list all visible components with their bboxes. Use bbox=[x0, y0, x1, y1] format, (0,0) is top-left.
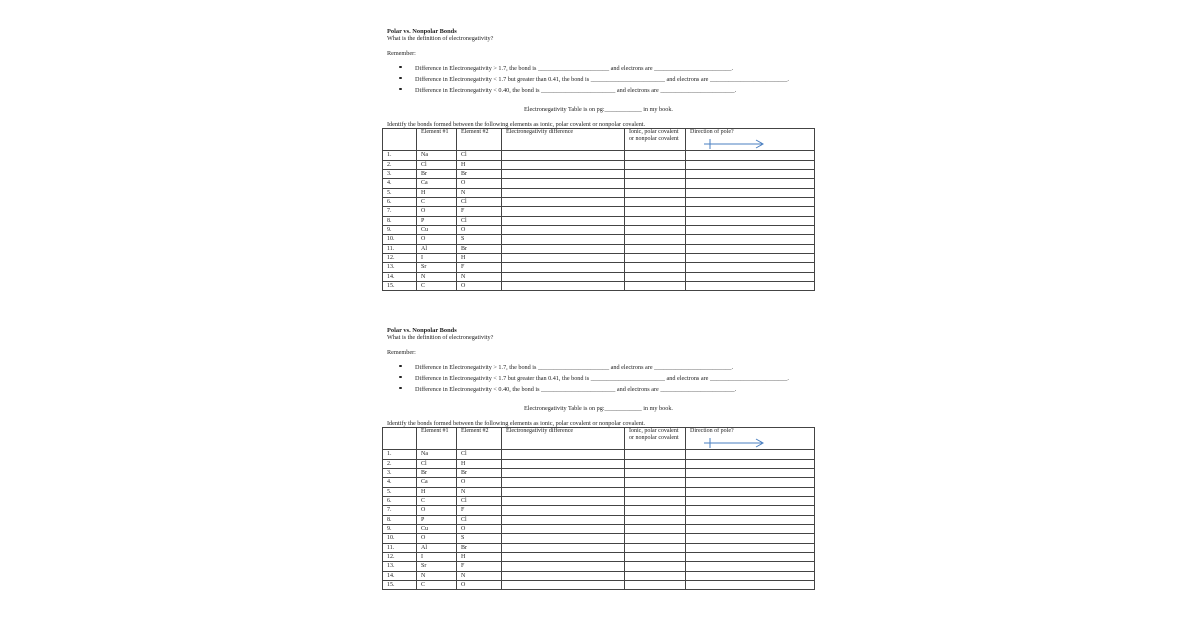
header-pole-direction bbox=[686, 129, 815, 151]
element-1-cell: Cu bbox=[417, 225, 457, 234]
pole-direction-cell[interactable] bbox=[686, 235, 815, 244]
en-difference-cell[interactable] bbox=[502, 552, 625, 561]
bond-type-cell[interactable] bbox=[625, 515, 686, 524]
bond-type-cell[interactable] bbox=[625, 263, 686, 272]
pole-direction-cell[interactable] bbox=[686, 197, 815, 206]
row-number: 6. bbox=[383, 197, 417, 206]
element-1-cell: N bbox=[417, 272, 457, 281]
table-row bbox=[383, 216, 815, 225]
table-row bbox=[383, 524, 815, 533]
element-1-cell: Al bbox=[417, 244, 457, 253]
row-number: 5. bbox=[383, 188, 417, 197]
row-number: 10. bbox=[383, 534, 417, 543]
table-row bbox=[383, 450, 815, 459]
definition-question: What is the definition of electronegativity? bbox=[387, 35, 494, 42]
element-1-cell: Al bbox=[417, 543, 457, 552]
element-2-cell: N bbox=[457, 571, 502, 580]
remember-label: Remember: bbox=[387, 349, 416, 356]
pole-direction-cell[interactable] bbox=[686, 244, 815, 253]
header-pole-direction bbox=[686, 428, 815, 450]
bond-type-cell[interactable] bbox=[625, 487, 686, 496]
row-number: 8. bbox=[383, 216, 417, 225]
element-2-cell: Cl bbox=[457, 197, 502, 206]
header-element-1: Element #1 bbox=[417, 129, 457, 151]
element-1-cell: O bbox=[417, 506, 457, 515]
table-row bbox=[383, 459, 815, 468]
row-number: 1. bbox=[383, 450, 417, 459]
bond-type-cell[interactable] bbox=[625, 235, 686, 244]
bullet-icon bbox=[399, 376, 402, 379]
row-number: 6. bbox=[383, 496, 417, 505]
table-row bbox=[383, 496, 815, 505]
bond-type-cell[interactable] bbox=[625, 571, 686, 580]
table-row bbox=[383, 272, 815, 281]
row-number: 9. bbox=[383, 225, 417, 234]
en-difference-cell[interactable] bbox=[502, 207, 625, 216]
row-number: 7. bbox=[383, 506, 417, 515]
element-2-cell: O bbox=[457, 524, 502, 533]
bond-type-cell[interactable] bbox=[625, 552, 686, 561]
en-difference-cell[interactable] bbox=[502, 179, 625, 188]
element-2-cell: O bbox=[457, 581, 502, 590]
row-number: 13. bbox=[383, 263, 417, 272]
table-row bbox=[383, 581, 815, 590]
en-difference-cell[interactable] bbox=[502, 253, 625, 262]
pole-direction-cell[interactable] bbox=[686, 515, 815, 524]
en-difference-cell[interactable] bbox=[502, 225, 625, 234]
row-number: 3. bbox=[383, 468, 417, 477]
pole-direction-cell[interactable] bbox=[686, 151, 815, 160]
en-difference-cell[interactable] bbox=[502, 571, 625, 580]
table-header-row bbox=[383, 428, 815, 450]
bond-type-cell[interactable] bbox=[625, 169, 686, 178]
element-1-cell: N bbox=[417, 571, 457, 580]
element-2-cell: Cl bbox=[457, 450, 502, 459]
element-1-cell: O bbox=[417, 235, 457, 244]
identify-instructions: Identify the bonds formed between the following elements as ionic, polar covalent or nonpolar covalent. bbox=[387, 121, 646, 128]
en-difference-cell[interactable] bbox=[502, 459, 625, 468]
bond-type-cell[interactable] bbox=[625, 524, 686, 533]
pole-direction-cell[interactable] bbox=[686, 225, 815, 234]
element-2-cell: O bbox=[457, 225, 502, 234]
pole-direction-cell[interactable] bbox=[686, 543, 815, 552]
element-1-cell: H bbox=[417, 188, 457, 197]
table-row bbox=[383, 160, 815, 169]
row-number: 11. bbox=[383, 244, 417, 253]
pole-direction-cell[interactable] bbox=[686, 496, 815, 505]
table-row bbox=[383, 478, 815, 487]
element-2-cell: Cl bbox=[457, 515, 502, 524]
pole-direction-cell[interactable] bbox=[686, 487, 815, 496]
element-2-cell: O bbox=[457, 478, 502, 487]
element-2-cell: Br bbox=[457, 169, 502, 178]
en-difference-cell[interactable] bbox=[502, 506, 625, 515]
header-bond-type: Ionic, polar covalent or nonpolar covalent bbox=[625, 428, 686, 450]
table-row bbox=[383, 487, 815, 496]
bullet-icon bbox=[399, 88, 402, 91]
row-number: 15. bbox=[383, 581, 417, 590]
en-difference-cell[interactable] bbox=[502, 496, 625, 505]
table-row bbox=[383, 515, 815, 524]
row-number: 5. bbox=[383, 487, 417, 496]
en-difference-cell[interactable] bbox=[502, 524, 625, 533]
pole-direction-cell[interactable] bbox=[686, 179, 815, 188]
pole-direction-cell[interactable] bbox=[686, 581, 815, 590]
table-row bbox=[383, 207, 815, 216]
bond-type-cell[interactable] bbox=[625, 188, 686, 197]
pole-direction-cell[interactable] bbox=[686, 169, 815, 178]
en-difference-cell[interactable] bbox=[502, 468, 625, 477]
table-row bbox=[383, 552, 815, 561]
header-element-2: Element #2 bbox=[457, 129, 502, 151]
rule-text: Difference in Electronegativity < 0.40, the bond is ________________________ and electrons are ________________________. bbox=[415, 386, 737, 393]
element-2-cell: Br bbox=[457, 244, 502, 253]
row-number: 13. bbox=[383, 562, 417, 571]
bond-type-cell[interactable] bbox=[625, 496, 686, 505]
worksheet-title: Polar vs. Nonpolar Bonds bbox=[387, 327, 457, 334]
element-1-cell: P bbox=[417, 515, 457, 524]
element-2-cell: Cl bbox=[457, 151, 502, 160]
rule-text: Difference in Electronegativity < 0.40, the bond is ________________________ and electrons are ________________________. bbox=[415, 87, 737, 94]
pole-direction-cell[interactable] bbox=[686, 562, 815, 571]
element-1-cell: C bbox=[417, 581, 457, 590]
en-difference-cell[interactable] bbox=[502, 534, 625, 543]
header-number bbox=[383, 129, 417, 151]
en-difference-cell[interactable] bbox=[502, 543, 625, 552]
en-difference-cell[interactable] bbox=[502, 515, 625, 524]
en-difference-cell[interactable] bbox=[502, 235, 625, 244]
row-number: 12. bbox=[383, 253, 417, 262]
element-2-cell: Cl bbox=[457, 496, 502, 505]
en-difference-cell[interactable] bbox=[502, 581, 625, 590]
en-difference-cell[interactable] bbox=[502, 562, 625, 571]
element-1-cell: Br bbox=[417, 169, 457, 178]
table-reference: Electronegativity Table is on pg:____________ in my book. bbox=[524, 106, 673, 113]
pole-direction-cell[interactable] bbox=[686, 459, 815, 468]
header-en-difference: Electronegativity difference bbox=[502, 428, 625, 450]
element-1-cell: Ca bbox=[417, 179, 457, 188]
element-2-cell: H bbox=[457, 160, 502, 169]
bond-type-cell[interactable] bbox=[625, 225, 686, 234]
rule-text: Difference in Electronegativity < 1.7 but greater than 0.41, the bond is ________________________ and electrons are _________________________. bbox=[415, 76, 789, 83]
element-1-cell: Na bbox=[417, 450, 457, 459]
pole-direction-cell[interactable] bbox=[686, 216, 815, 225]
table-reference: Electronegativity Table is on pg:____________ in my book. bbox=[524, 405, 673, 412]
pole-direction-cell[interactable] bbox=[686, 506, 815, 515]
bond-type-cell[interactable] bbox=[625, 282, 686, 291]
element-1-cell: Br bbox=[417, 468, 457, 477]
element-1-cell: O bbox=[417, 207, 457, 216]
bond-type-cell[interactable] bbox=[625, 160, 686, 169]
row-number: 3. bbox=[383, 169, 417, 178]
bond-type-cell[interactable] bbox=[625, 244, 686, 253]
table-row bbox=[383, 169, 815, 178]
element-1-cell: Cl bbox=[417, 160, 457, 169]
remember-label: Remember: bbox=[387, 50, 416, 57]
pole-direction-cell[interactable] bbox=[686, 272, 815, 281]
bonds-table bbox=[382, 128, 815, 291]
element-2-cell: O bbox=[457, 179, 502, 188]
element-1-cell: Ca bbox=[417, 478, 457, 487]
bond-type-cell[interactable] bbox=[625, 562, 686, 571]
en-difference-cell[interactable] bbox=[502, 197, 625, 206]
table-row bbox=[383, 282, 815, 291]
bond-type-cell[interactable] bbox=[625, 151, 686, 160]
pole-direction-label: Direction of pole? bbox=[690, 129, 734, 135]
pole-direction-cell[interactable] bbox=[686, 207, 815, 216]
row-number: 2. bbox=[383, 459, 417, 468]
element-2-cell: N bbox=[457, 272, 502, 281]
row-number: 7. bbox=[383, 207, 417, 216]
element-1-cell: I bbox=[417, 253, 457, 262]
row-number: 12. bbox=[383, 552, 417, 561]
header-element-2: Element #2 bbox=[457, 428, 502, 450]
bond-type-cell[interactable] bbox=[625, 216, 686, 225]
element-2-cell: F bbox=[457, 207, 502, 216]
rule-text: Difference in Electronegativity < 1.7 but greater than 0.41, the bond is ________________________ and electrons are _________________________. bbox=[415, 375, 789, 382]
table-row bbox=[383, 543, 815, 552]
element-2-cell: F bbox=[457, 562, 502, 571]
table-header-row bbox=[383, 129, 815, 151]
element-2-cell: Br bbox=[457, 543, 502, 552]
en-difference-cell[interactable] bbox=[502, 263, 625, 272]
en-difference-cell[interactable] bbox=[502, 244, 625, 253]
bond-type-cell[interactable] bbox=[625, 450, 686, 459]
table-row bbox=[383, 179, 815, 188]
header-element-1: Element #1 bbox=[417, 428, 457, 450]
header-number bbox=[383, 428, 417, 450]
table-row bbox=[383, 263, 815, 272]
row-number: 11. bbox=[383, 543, 417, 552]
en-difference-cell[interactable] bbox=[502, 478, 625, 487]
bond-type-cell[interactable] bbox=[625, 534, 686, 543]
rule-text: Difference in Electronegativity > 1.7, the bond is _______________________ and electrons are _________________________. bbox=[415, 364, 734, 371]
bullet-icon bbox=[399, 365, 402, 368]
table-row bbox=[383, 506, 815, 515]
bond-type-cell[interactable] bbox=[625, 506, 686, 515]
element-1-cell: Sr bbox=[417, 263, 457, 272]
row-number: 15. bbox=[383, 282, 417, 291]
element-1-cell: Sr bbox=[417, 562, 457, 571]
row-number: 8. bbox=[383, 515, 417, 524]
element-1-cell: Cl bbox=[417, 459, 457, 468]
element-2-cell: S bbox=[457, 235, 502, 244]
table-row bbox=[383, 188, 815, 197]
element-2-cell: H bbox=[457, 552, 502, 561]
element-1-cell: I bbox=[417, 552, 457, 561]
en-difference-cell[interactable] bbox=[502, 216, 625, 225]
pole-direction-cell[interactable] bbox=[686, 468, 815, 477]
bond-type-cell[interactable] bbox=[625, 543, 686, 552]
identify-instructions: Identify the bonds formed between the following elements as ionic, polar covalent or nonpolar covalent. bbox=[387, 420, 646, 427]
bond-type-cell[interactable] bbox=[625, 459, 686, 468]
bond-type-cell[interactable] bbox=[625, 207, 686, 216]
bond-type-cell[interactable] bbox=[625, 468, 686, 477]
element-1-cell: O bbox=[417, 534, 457, 543]
pole-direction-cell[interactable] bbox=[686, 524, 815, 533]
table-row bbox=[383, 468, 815, 477]
pole-direction-cell[interactable] bbox=[686, 253, 815, 262]
pole-direction-cell[interactable] bbox=[686, 188, 815, 197]
element-1-cell: Cu bbox=[417, 524, 457, 533]
pole-direction-cell[interactable] bbox=[686, 160, 815, 169]
element-2-cell: N bbox=[457, 487, 502, 496]
en-difference-cell[interactable] bbox=[502, 160, 625, 169]
row-number: 4. bbox=[383, 179, 417, 188]
element-2-cell: O bbox=[457, 282, 502, 291]
pole-direction-cell[interactable] bbox=[686, 263, 815, 272]
bond-type-cell[interactable] bbox=[625, 272, 686, 281]
element-1-cell: C bbox=[417, 282, 457, 291]
pole-direction-cell[interactable] bbox=[686, 552, 815, 561]
element-1-cell: C bbox=[417, 197, 457, 206]
rule-text: Difference in Electronegativity > 1.7, the bond is _______________________ and electrons are _________________________. bbox=[415, 65, 734, 72]
element-2-cell: S bbox=[457, 534, 502, 543]
header-bond-type: Ionic, polar covalent or nonpolar covalent bbox=[625, 129, 686, 151]
en-difference-cell[interactable] bbox=[502, 272, 625, 281]
element-1-cell: Na bbox=[417, 151, 457, 160]
pole-direction-cell[interactable] bbox=[686, 282, 815, 291]
en-difference-cell[interactable] bbox=[502, 188, 625, 197]
table-row bbox=[383, 244, 815, 253]
definition-question: What is the definition of electronegativity? bbox=[387, 334, 494, 341]
pole-direction-cell[interactable] bbox=[686, 450, 815, 459]
en-difference-cell[interactable] bbox=[502, 282, 625, 291]
bullet-icon bbox=[399, 66, 402, 69]
row-number: 4. bbox=[383, 478, 417, 487]
element-2-cell: F bbox=[457, 506, 502, 515]
element-2-cell: N bbox=[457, 188, 502, 197]
table-row bbox=[383, 197, 815, 206]
en-difference-cell[interactable] bbox=[502, 450, 625, 459]
worksheet-title: Polar vs. Nonpolar Bonds bbox=[387, 28, 457, 35]
bond-type-cell[interactable] bbox=[625, 253, 686, 262]
table-row bbox=[383, 562, 815, 571]
bonds-table bbox=[382, 427, 815, 590]
element-1-cell: P bbox=[417, 216, 457, 225]
table-row bbox=[383, 534, 815, 543]
bullet-icon bbox=[399, 387, 402, 390]
element-2-cell: Br bbox=[457, 468, 502, 477]
dipole-arrow-icon bbox=[702, 437, 766, 449]
bond-type-cell[interactable] bbox=[625, 478, 686, 487]
element-2-cell: F bbox=[457, 263, 502, 272]
pole-direction-cell[interactable] bbox=[686, 534, 815, 543]
bond-type-cell[interactable] bbox=[625, 197, 686, 206]
pole-direction-cell[interactable] bbox=[686, 571, 815, 580]
row-number: 14. bbox=[383, 571, 417, 580]
table-row bbox=[383, 571, 815, 580]
en-difference-cell[interactable] bbox=[502, 487, 625, 496]
header-en-difference: Electronegativity difference bbox=[502, 129, 625, 151]
element-1-cell: H bbox=[417, 487, 457, 496]
en-difference-cell[interactable] bbox=[502, 151, 625, 160]
table-row bbox=[383, 235, 815, 244]
bullet-icon bbox=[399, 77, 402, 80]
row-number: 9. bbox=[383, 524, 417, 533]
row-number: 2. bbox=[383, 160, 417, 169]
row-number: 14. bbox=[383, 272, 417, 281]
table-row bbox=[383, 225, 815, 234]
row-number: 1. bbox=[383, 151, 417, 160]
bond-type-cell[interactable] bbox=[625, 581, 686, 590]
element-1-cell: C bbox=[417, 496, 457, 505]
bond-type-cell[interactable] bbox=[625, 179, 686, 188]
row-number: 10. bbox=[383, 235, 417, 244]
pole-direction-cell[interactable] bbox=[686, 478, 815, 487]
table-row bbox=[383, 253, 815, 262]
pole-direction-label: Direction of pole? bbox=[690, 428, 734, 434]
dipole-arrow-icon bbox=[702, 138, 766, 150]
en-difference-cell[interactable] bbox=[502, 169, 625, 178]
element-2-cell: H bbox=[457, 253, 502, 262]
table-row bbox=[383, 151, 815, 160]
element-2-cell: Cl bbox=[457, 216, 502, 225]
element-2-cell: H bbox=[457, 459, 502, 468]
